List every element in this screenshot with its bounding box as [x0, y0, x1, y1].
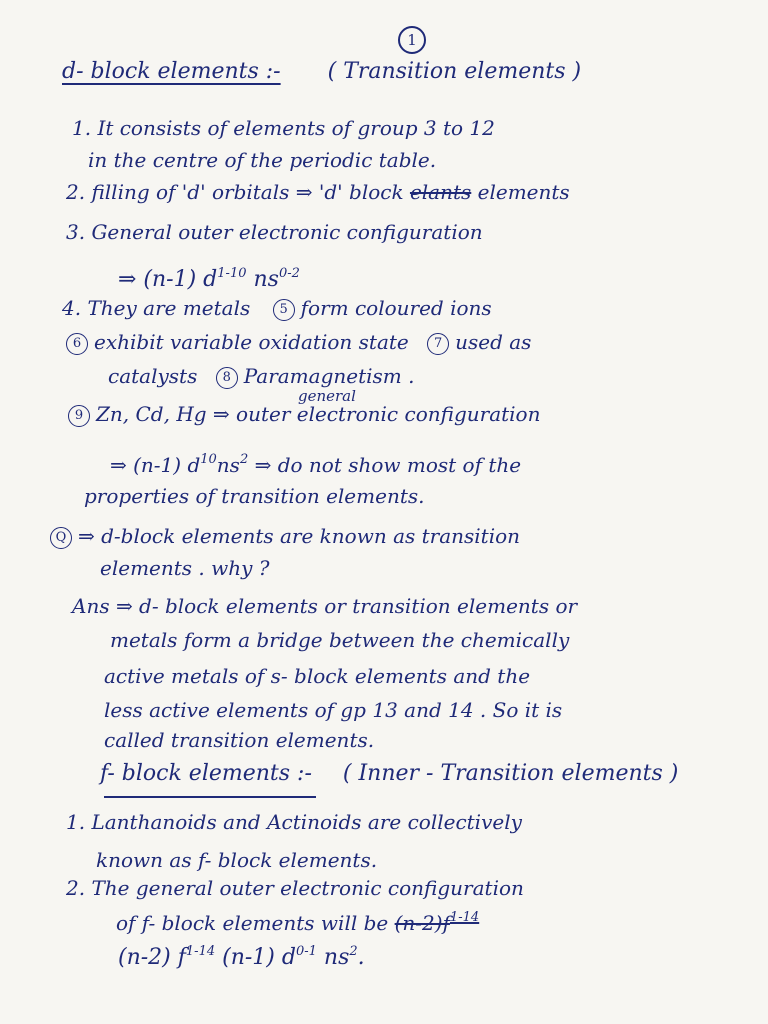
heading-title: d- block elements :- — [62, 59, 281, 84]
formula-sup: 2 — [239, 452, 249, 467]
f-heading-title: f- block elements :- — [100, 761, 312, 786]
point-2-end: elements — [477, 180, 570, 204]
formula-part: ⇒ (n-1) d — [118, 267, 218, 292]
f-point-2-cont — [116, 906, 479, 935]
circled-number: 6 — [66, 333, 88, 355]
f-point-1: 1. Lanthanoids and Actinoids are collectively — [66, 810, 522, 834]
struck-formula — [395, 911, 480, 935]
struck-word: elants — [409, 180, 472, 204]
heading-f-block — [100, 762, 678, 786]
point-9-cont: properties of transition elements. — [84, 484, 425, 508]
answer-line-1: Ans ⇒ d- block elements or transition elements or — [72, 594, 578, 618]
formula-sup: 0-1 — [295, 944, 317, 959]
point-7-8 — [108, 364, 414, 389]
point-9 — [68, 402, 540, 427]
circled-number: 9 — [68, 405, 90, 427]
formula-part: ns — [216, 453, 240, 477]
question-cont: elements . why ? — [100, 556, 270, 580]
point-9-text: Zn, Cd, Hg ⇒ outer electronic configuration — [96, 402, 541, 426]
f-point-2: 2. The general outer electronic configuration — [66, 876, 524, 900]
point-7-cont: catalysts — [108, 364, 198, 388]
page-number: 1 — [398, 26, 426, 54]
point-6 — [66, 330, 531, 355]
circled-number: 8 — [216, 367, 238, 389]
heading-subtitle: ( Transition elements ) — [327, 59, 582, 84]
formula-part: . — [357, 945, 365, 970]
formula-sup: 1-14 — [185, 944, 216, 959]
answer-line-2: metals form a bridge between the chemically — [110, 628, 570, 652]
point-4-text: 4. They are metals — [62, 296, 251, 320]
d-config-formula — [118, 262, 300, 292]
zn-config-formula — [110, 448, 521, 477]
f-config-formula — [118, 940, 365, 970]
f-heading-underline — [104, 796, 316, 798]
formula-part: (n-1) d — [215, 945, 296, 970]
question-text: ⇒ d-block elements are known as transition — [78, 524, 521, 548]
formula-sup: 0-2 — [278, 266, 300, 281]
point-1-cont: in the centre of the periodic table. — [88, 148, 437, 172]
formula-part: ⇒ (n-1) d — [110, 453, 201, 477]
formula-part: (n-2) f — [118, 945, 186, 970]
point-1: 1. It consists of elements of group 3 to 12 — [72, 116, 495, 140]
point-3: 3. General outer electronic configuration — [66, 220, 483, 244]
f-point-1-cont: known as f- block elements. — [96, 848, 378, 872]
formula-sup: 10 — [200, 452, 217, 467]
f-heading-subtitle: ( Inner - Transition elements ) — [342, 761, 679, 786]
formula-text: ⇒ do not show most of the — [248, 453, 522, 477]
formula-sup: 2 — [349, 944, 358, 959]
point-2-text: 2. filling of 'd' orbitals ⇒ 'd' block — [66, 180, 404, 204]
struck-part: (n-2)f — [394, 911, 450, 935]
point-8-text: Paramagnetism . — [243, 364, 415, 388]
formula-part: ns — [316, 945, 350, 970]
f-point-2-text: of f- block elements will be — [116, 911, 389, 935]
formula-part: ns — [246, 267, 279, 292]
point-4 — [62, 296, 492, 321]
circled-number: 5 — [273, 299, 295, 321]
point-7-text: used as — [455, 330, 532, 354]
heading-d-block — [62, 60, 581, 84]
inserted-note: general — [298, 387, 356, 405]
struck-sup: 1-14 — [449, 910, 480, 925]
point-6-text: exhibit variable oxidation state — [94, 330, 409, 354]
question — [50, 524, 520, 549]
circled-number: 7 — [427, 333, 449, 355]
answer-line-4: less active elements of gp 13 and 14 . So it is — [104, 698, 563, 722]
point-5-text: form coloured ions — [300, 296, 492, 320]
question-mark-circle: Q — [50, 527, 72, 549]
answer-line-3: active metals of s- block elements and the — [104, 664, 531, 688]
answer-line-5: called transition elements. — [104, 728, 375, 752]
formula-sup: 1-10 — [217, 266, 247, 281]
point-2 — [66, 180, 570, 204]
